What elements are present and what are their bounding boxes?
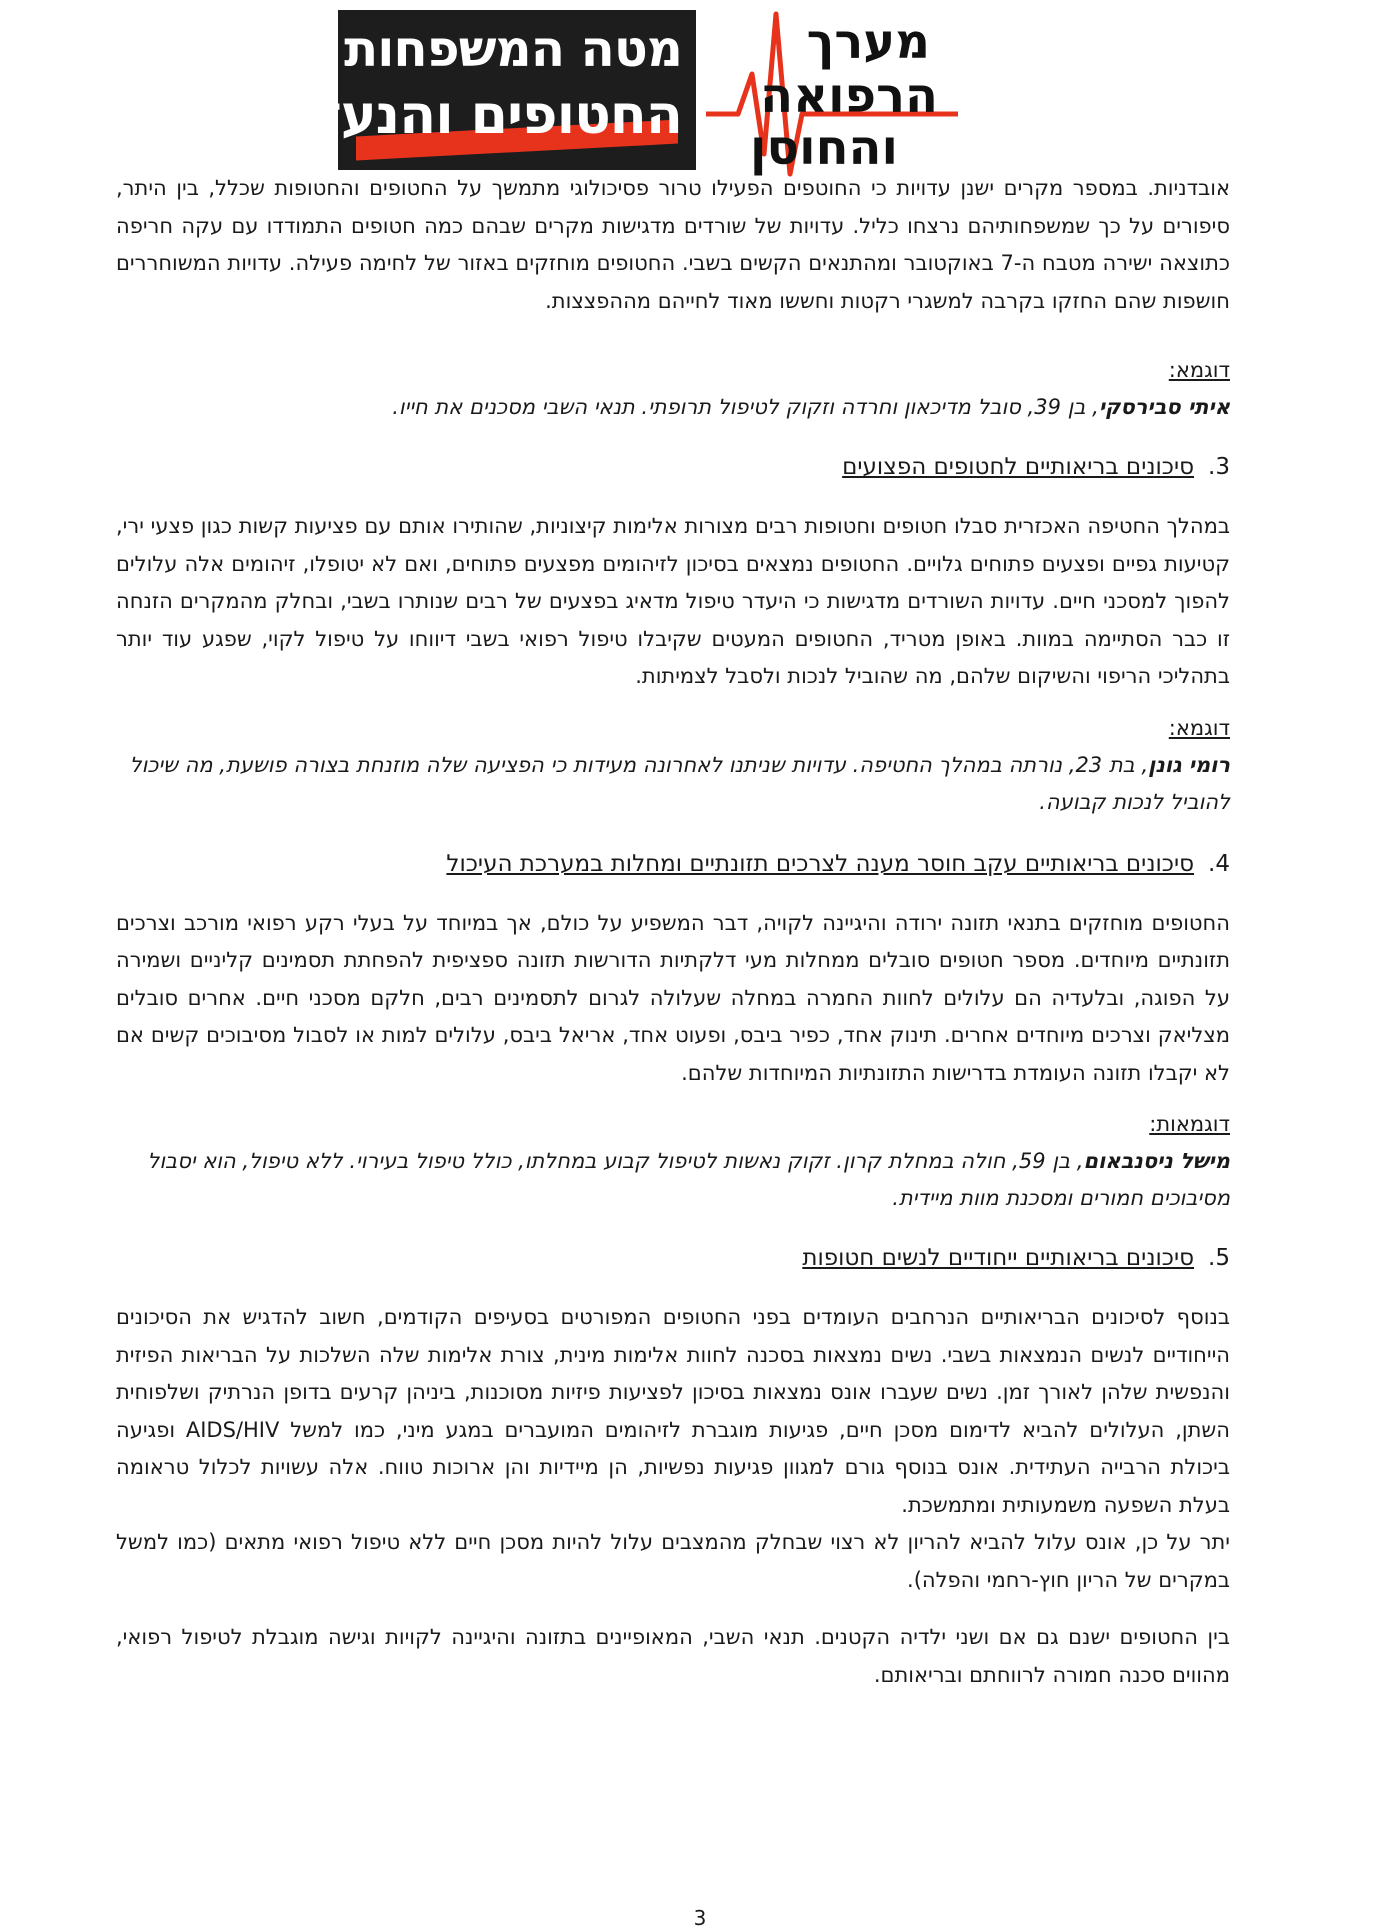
section-3-heading [116, 448, 1230, 486]
section-4-paragraph: החטופים מוחזקים בתנאי תזונה ירודה והיגיינה לקויה, דבר המשפיע על כולם, אך במיוחד על בעלי רקע רפואי מורכב וצרכים תזונתיים מיוחדים. מספר חטופים סובלים ממחלות מעי דלקתיות הדורשות תזונה ספציפית להפחתת תסמינים קליניים ושמירה על הפוגה, ובלעדיה הם עלולים לחוות החמרה במחלה שעלולה לגרום לתסמינים רבים, חלקם מסכני חיים. אחרים סובלים מצליאק וצרכים מיוחדים אחרים. תינוק אחד, כפיר ביבס, ופעוט אחד, אריאל ביבס, עלולים למות או לסבול מסיבוכים קשים אם לא יקבלו תזונה העומדת בדרישות התזונתיות המיוחדות שלהם. [116, 910, 1230, 1085]
example-person-name: איתי סבירסקי [1098, 395, 1230, 419]
logo-word-1: מערך [806, 14, 930, 70]
example-person-name: רומי גונן [1148, 752, 1230, 777]
section-number: 5. [1208, 1245, 1230, 1271]
section-number: 4. [1208, 850, 1230, 877]
section-5-heading [116, 1239, 1230, 1277]
section-5-paragraph-2: יתר על כן, אונס עלול להביא להריון לא רצוי שבחלק מהמצבים עלול להיות מסכן חיים ללא טיפול רפואי מתאים (כמו למשל במקרים של הריון חוץ-רחמי והפלה). [116, 1530, 1230, 1592]
example-text [116, 1143, 1230, 1217]
example-description: , בת 23, נורתה במהלך החטיפה. עדויות שניתנו לאחרונה מעידות כי הפציעה שלה מוזנחת בצורה פושעת, מה שיכול להוביל לנכות קבועה. [129, 752, 1230, 814]
section-number: 3. [1208, 454, 1230, 480]
section-5-paragraph-1: בנוסף לסיכונים הבריאותיים הנרחבים העומדים בפני החטופים המפורטים בסעיפים הקודמים, חשוב להדגיש את הסיכונים הייחודיים לנשים הנמצאות בשבי. נשים נמצאות בסכנה לחוות אלימות מינית, צורת אלימות שלה השלכות על הבריאות הפיזית והנפשית שלהן לאורך זמן. נשים שעברו אונס נמצאות בסיכון לפציעות פיזיות מסוכנות, ביניהן קרעים בדופן הנרתיק ושלפוחית השתן, העלולים להביא לדימום מסכן חיים, פגיעות מוגברת לזיהומים המועברים במגע מיני, כמו למשל AIDS/HIV ופגיעה ביכולת הרבייה העתידית. אונס בנוסף גורם למגוון פגיעות נפשיות, הן מיידיות והן ארוכות טווח. אלה עשויות לכלול טראומה בעלת השפעה משמעותית ומתמשכת. [116, 1305, 1230, 1517]
logo-word-3: והחוסן [749, 120, 898, 176]
logo-line-1: מטה המשפחות להחזרת [150, 20, 682, 78]
example-text [116, 389, 1230, 426]
intro-paragraph: אובדניות. במספר מקרים ישנן עדויות כי החוטפים הפעילו טרור פסיכולוגי מתמשך על החטופים והחטופות שכלל, בין היתר, סיפורים על כך שמשפחותיהם נרצחו כליל. עדויות של שורדים מדגישות מקרים שבהם כמה חטופים התמודדו עם עקה חריפה כתוצאה ישירה מטבח ה-7 באוקטובר ומהתנאים הקשים בשבי. החטופים מוחזקים באזור של לחימה פעילה. עדויות המשוחררים חושפות שהם החזקו בקרבה למשגרי רקטות וחששו מאוד לחייהם מההפצצות. [116, 176, 1230, 313]
logo-word-2: הרפואה [760, 68, 938, 124]
example-label: דוגמא: [1168, 358, 1230, 382]
section-3-paragraph: במהלך החטיפה האכזרית סבלו חטופים וחטופות רבים מצורות אלימות קיצוניות, שהותירו אותם עם פציעות קשות כגון פצעי ירי, קטיעות גפיים ופצעים פתוחים גלויים. החטופים נמצאים בסיכון לזיהומים מפצעים פתוחים, ואם לא יטופלו, זיהומים אלה עלולים להפוך למסכני חיים. עדויות השורדים מדגישות כי היעדר טיפול מדאיג בפצעים של רבים שנותרו בשבי, ובחלק מהמקרים הזנחה זו כבר הסתיימה במוות. באופן מטריד, החטופים המעטים שקיבלו טיפול רפואי בשבי דיווחו על טיפול לקוי, שפגע עוד יותר בתהליכי הריפוי והשיקום שלהם, מה שהוביל לנכות ולסבל לצמיתות. [116, 514, 1230, 688]
document-body [116, 170, 1230, 1694]
section-title: סיכונים בריאותיים עקב חוסר מענה לצרכים תזונתיים ומחלות במערכת העיכול [446, 850, 1195, 877]
section-title: סיכונים בריאותיים לחטופים הפצועים [842, 454, 1195, 480]
section-title: סיכונים בריאותיים ייחודיים לנשים חטופות [802, 1245, 1195, 1271]
example-label: דוגמאות: [1149, 1112, 1230, 1136]
logo-line-2: החטופים והנעדרים [226, 83, 682, 146]
example-description: , בן 39, סובל מדיכאון וחרדה וזקוק לטיפול תרופתי. תנאי השבי מסכנים את חייו. [392, 395, 1099, 419]
page-number: 3 [693, 1906, 707, 1930]
example-description: , בן 59, חולה במחלת קרון. זקוק נאשות לטיפול קבוע במחלתו, כולל טיפול בעירוי. ללא טיפול, הוא יסבול מסיבוכים חמורים ומסכנת מוות מיידית. [147, 1149, 1230, 1210]
hostages-families-forum-logo [150, 10, 696, 170]
example-text [116, 747, 1230, 821]
medical-resilience-logo [706, 4, 958, 178]
example-person-name: מישל ניסנבאום [1083, 1149, 1230, 1173]
section-4-heading [116, 845, 1230, 883]
section-5-paragraph-3: בין החטופים ישנם גם אם ושני ילדיה הקטנים. תנאי השבי, המאופיינים בתזונה והיגיינה לקויות וגישה מוגבלת לטיפול רפואי, מהווים סכנה חמורה לרווחתם ובריאותם. [116, 1625, 1230, 1687]
example-label: דוגמא: [1168, 715, 1230, 740]
